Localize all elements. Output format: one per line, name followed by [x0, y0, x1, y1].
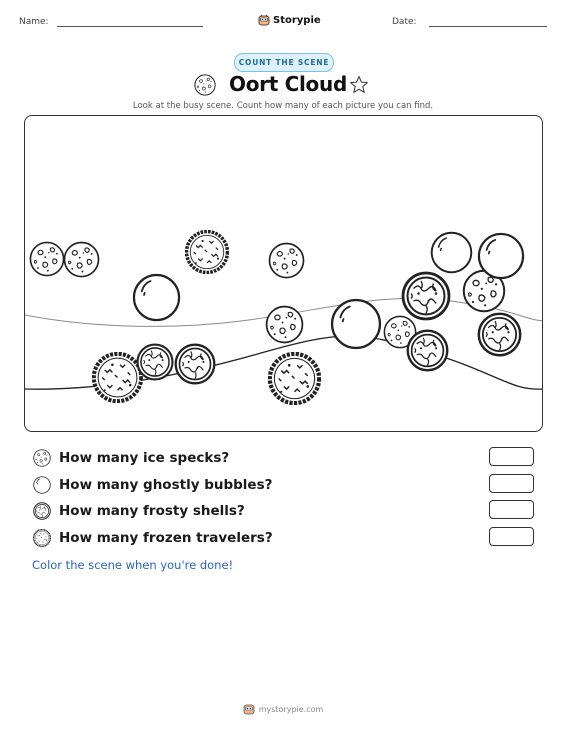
traveler: [479, 314, 520, 355]
speck: [267, 307, 303, 343]
bubble: [479, 234, 523, 278]
question-label: How many frosty shells?: [59, 503, 245, 519]
speck: [30, 242, 63, 275]
storypie-mascot-icon: [243, 703, 255, 715]
speck: [269, 243, 303, 277]
date-label: Date:: [392, 17, 417, 27]
footer: [0, 703, 566, 717]
question-label: How many ghostly bubbles?: [59, 476, 273, 493]
bubble: [432, 233, 472, 273]
brand-name: Storypie: [273, 14, 321, 26]
traveler: [408, 331, 448, 371]
answer-box[interactable]: [489, 500, 534, 519]
brand-logo: [258, 14, 321, 26]
question-label: How many ice specks?: [59, 450, 230, 466]
footer-url[interactable]: mystorypie.com: [258, 704, 324, 714]
date-line[interactable]: [429, 26, 547, 27]
answer-box[interactable]: [489, 447, 534, 466]
ghostly-bubble-icon: [33, 476, 51, 494]
traveler: [176, 345, 215, 384]
counting-scene: [24, 115, 543, 432]
answer-box[interactable]: [489, 474, 534, 493]
worksheet-header: [0, 14, 566, 34]
shell: [94, 354, 141, 401]
page-title: Oort Cloud: [229, 72, 347, 96]
bubble: [134, 275, 179, 320]
storypie-mascot-icon: [258, 14, 270, 26]
bubble: [332, 300, 380, 348]
star-icon: [349, 75, 369, 95]
question-ice-specks: [33, 448, 543, 475]
traveler: [138, 345, 173, 380]
frosty-shell-icon: [33, 502, 51, 520]
instructions: Look at the busy scene. Count how many of each picture you can find.: [132, 101, 434, 111]
question-list: [33, 448, 543, 554]
question-label: How many frozen travelers?: [59, 529, 273, 546]
speck: [64, 242, 98, 276]
section-badge: COUNT THE SCENE: [234, 53, 334, 72]
question-ghostly-bubbles: [33, 475, 543, 502]
name-line[interactable]: [57, 26, 203, 27]
frozen-traveler-icon: [33, 529, 51, 547]
shell: [187, 232, 228, 273]
name-label: Name:: [19, 17, 49, 27]
traveler: [403, 273, 449, 319]
ice-speck-icon: [194, 74, 216, 96]
title-row: [0, 72, 566, 100]
question-frosty-shells: [33, 501, 543, 528]
ice-speck-icon: [33, 449, 51, 467]
shell: [270, 354, 319, 403]
answer-box[interactable]: [489, 527, 534, 546]
color-instruction: Color the scene when you're done!: [32, 558, 234, 572]
scene-art: [25, 116, 543, 432]
question-frozen-travelers: [33, 528, 543, 555]
